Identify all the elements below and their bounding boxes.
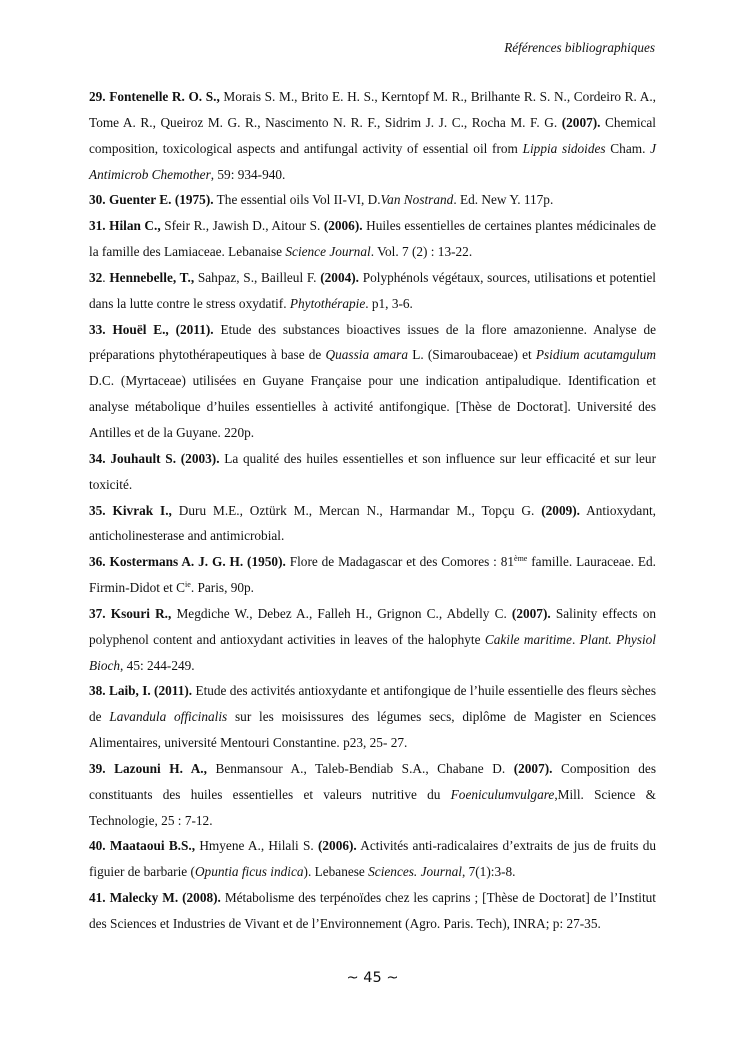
reference-text: Polyphénols végétaux, sources, utilisations et potentiel dans la lutte contre le stress oxydatif. xyxy=(89,269,656,311)
reference-italic-text: Van Nostrand xyxy=(380,192,454,208)
reference-italic-text: Opuntia ficus indica xyxy=(194,864,304,880)
reference-entry xyxy=(89,213,656,265)
reference-text: . Vol. 7 (2) : 13-22. xyxy=(370,244,473,260)
reference-entry xyxy=(89,317,656,446)
reference-bold-text: (2007). xyxy=(561,114,601,130)
reference-italic-text: Cakile maritime xyxy=(484,631,572,647)
reference-entry xyxy=(89,446,656,498)
reference-bold-text: 32 xyxy=(89,269,103,285)
reference-bold-text: 34. Jouhault S. (2003). xyxy=(89,450,220,466)
reference-text: . Paris, 90p. xyxy=(190,580,254,596)
reference-bold-text: 41. Malecky M. (2008). xyxy=(89,890,221,906)
reference-text: . xyxy=(571,631,580,647)
reference-bold-text: 29. Fontenelle R. O. S., xyxy=(89,89,220,104)
reference-bold-text: (2007). xyxy=(511,605,551,621)
reference-text: Métabolisme des terpénoïdes chez les caprins ; [Thèse de Doctorat] de l’Institut des Sciences et Industries de Vivant et de l’Environnement (Agro. Paris. Tech), INRA; p: 27-35. xyxy=(89,890,656,931)
reference-bold-text: (2006). xyxy=(317,838,357,854)
reference-text: Salinity effects on polyphenol content and antioxydant activities in leaves of the halophyte xyxy=(89,605,656,647)
reference-bold-text: Hennebelle, T., xyxy=(109,269,195,285)
reference-text: Chemical composition, toxicological aspects and antifungal activity of essential oil from xyxy=(89,114,657,156)
reference-entry xyxy=(89,756,656,834)
reference-bold-text: 36. Kostermans A. J. G. H. (1950). xyxy=(89,554,286,570)
reference-text: . Ed. New Y. 117p. xyxy=(453,192,554,208)
reference-entry xyxy=(89,265,656,317)
reference-text: The essential oils Vol II-VI, D. xyxy=(213,192,381,208)
reference-italic-text: Phytothérapie xyxy=(289,295,366,311)
reference-bold-text: 31. Hilan C., xyxy=(89,218,161,234)
reference-bold-text: 38. Laib, I. (2011). xyxy=(89,683,193,699)
reference-italic-text: Science Journal xyxy=(285,244,371,260)
reference-superscript: ie xyxy=(185,580,191,590)
reference-text: ). Lebanese xyxy=(303,864,369,880)
reference-entry xyxy=(89,498,656,550)
reference-text: La qualité des huiles essentielles et son influence sur leur efficacité et sur leur toxicité. xyxy=(89,450,657,492)
reference-text: Sahpaz, S., Bailleul F. xyxy=(194,269,321,285)
reference-text: Megdiche W., Debez A., Falleh H., Grignon C., Abdelly C. xyxy=(171,605,512,621)
reference-text: ,Mill. Science & Technologie, 25 : 7-12. xyxy=(89,786,656,828)
reference-bold-text: 30. Guenter E. (1975). xyxy=(89,192,214,208)
reference-bold-text: (2004). xyxy=(320,269,359,285)
reference-text: , 7(1):3-8. xyxy=(461,864,516,880)
reference-text: . xyxy=(102,269,110,285)
reference-text: Antioxydant, anticholinesterase and antimicrobial. xyxy=(89,502,656,544)
reference-italic-text: Foeniculumvulgare xyxy=(450,786,555,802)
page-number: ~ 45 ~ xyxy=(346,970,399,986)
reference-bold-text: (2009). xyxy=(541,502,581,518)
page-header: Références bibliographiques xyxy=(504,40,655,55)
reference-text: Huiles essentielles de certaines plantes médicinales de la famille des Lamiaceae. Lebanaise xyxy=(89,218,656,260)
reference-entry xyxy=(89,601,656,679)
reference-bold-text: (2006). xyxy=(323,218,363,234)
reference-italic-text: J Antimicrob Chemother xyxy=(89,140,656,182)
reference-list xyxy=(89,84,656,937)
reference-entry xyxy=(89,84,656,187)
reference-text: Morais S. M., Brito E. H. S., Kerntopf M. R., Brilhante R. S. N., Cordeiro R. A., Tome A. R., Queiroz M. G. R., Nascimento N. R. F., Sidrim J. J. C., Rocha M. F. G. xyxy=(89,89,656,130)
reference-entry xyxy=(89,678,656,756)
reference-entry xyxy=(89,549,656,601)
reference-italic-text: Lippia sidoides xyxy=(522,140,606,156)
reference-superscript: ème xyxy=(514,554,528,564)
reference-italic-text: Lavandula officinalis xyxy=(109,709,228,725)
reference-text: Flore de Madagascar et des Comores : 81 xyxy=(285,554,515,570)
reference-bold-text: 37. Ksouri R., xyxy=(89,605,172,621)
reference-text: , 59: 934-940. xyxy=(210,166,286,182)
reference-italic-text: Sciences. Journal xyxy=(368,864,462,880)
reference-bold-text: (2007). xyxy=(513,760,553,776)
reference-text: D.C. (Myrtaceae) utilisées en Guyane Française pour une indication antipaludique. Identification et analyse métabolique d’huiles essentielles à activité antifongique. [Thèse de Doctorat]. Université des Antilles et de la Guyane. 220p. xyxy=(89,373,656,440)
reference-text: Hmyene A., Hilali S. xyxy=(195,838,318,854)
reference-bold-text: 39. Lazouni H. A., xyxy=(89,760,207,776)
reference-italic-text: Psidium acutamgulum xyxy=(535,347,656,363)
reference-text: Sfeir R., Jawish D., Aitour S. xyxy=(160,218,324,234)
reference-text: Duru M.E., Oztürk M., Mercan N., Harmandar M., Topçu G. xyxy=(171,502,542,518)
reference-text: Etude des activités antioxydante et antifongique de l’huile essentielle des fleurs sèches de xyxy=(89,683,656,725)
reference-text: . p1, 3-6. xyxy=(365,295,413,311)
reference-bold-text: 35. Kivrak I., xyxy=(89,502,172,518)
reference-entry xyxy=(89,885,656,937)
reference-text: Activités anti-radicalaires d’extraits de jus de fruits du figuier de barbarie ( xyxy=(89,838,657,880)
reference-text: Benmansour A., Taleb-Bendiab S.A., Chabane D. xyxy=(206,760,514,776)
reference-text: L. (Simaroubaceae) et xyxy=(408,347,536,363)
reference-text: Etude des substances bioactives issues de la flore amazonienne. Analyse de préparations phytothérapeutiques à base de xyxy=(89,321,657,363)
reference-text: Cham. xyxy=(605,140,651,156)
reference-entry xyxy=(89,833,656,885)
reference-text: , 45: 244-249. xyxy=(120,657,195,673)
reference-text: sur les moisissures des légumes secs, diplôme de Magister en Sciences Alimentaires, université Mentouri Constantine. p23, 25- 27. xyxy=(89,709,656,751)
reference-text: famille. Lauraceae. Ed. Firmin-Didot et C xyxy=(89,554,656,596)
reference-italic-text: Quassia amara xyxy=(325,347,409,363)
reference-italic-text: Plant. Physiol Bioch xyxy=(89,631,656,673)
reference-bold-text: 33. Houël E., (2011). xyxy=(89,321,214,337)
reference-entry xyxy=(89,187,656,213)
reference-text: Composition des constituants des huiles essentielles et valeurs nutritive du xyxy=(89,760,656,802)
reference-bold-text: 40. Maataoui B.S., xyxy=(89,838,196,854)
